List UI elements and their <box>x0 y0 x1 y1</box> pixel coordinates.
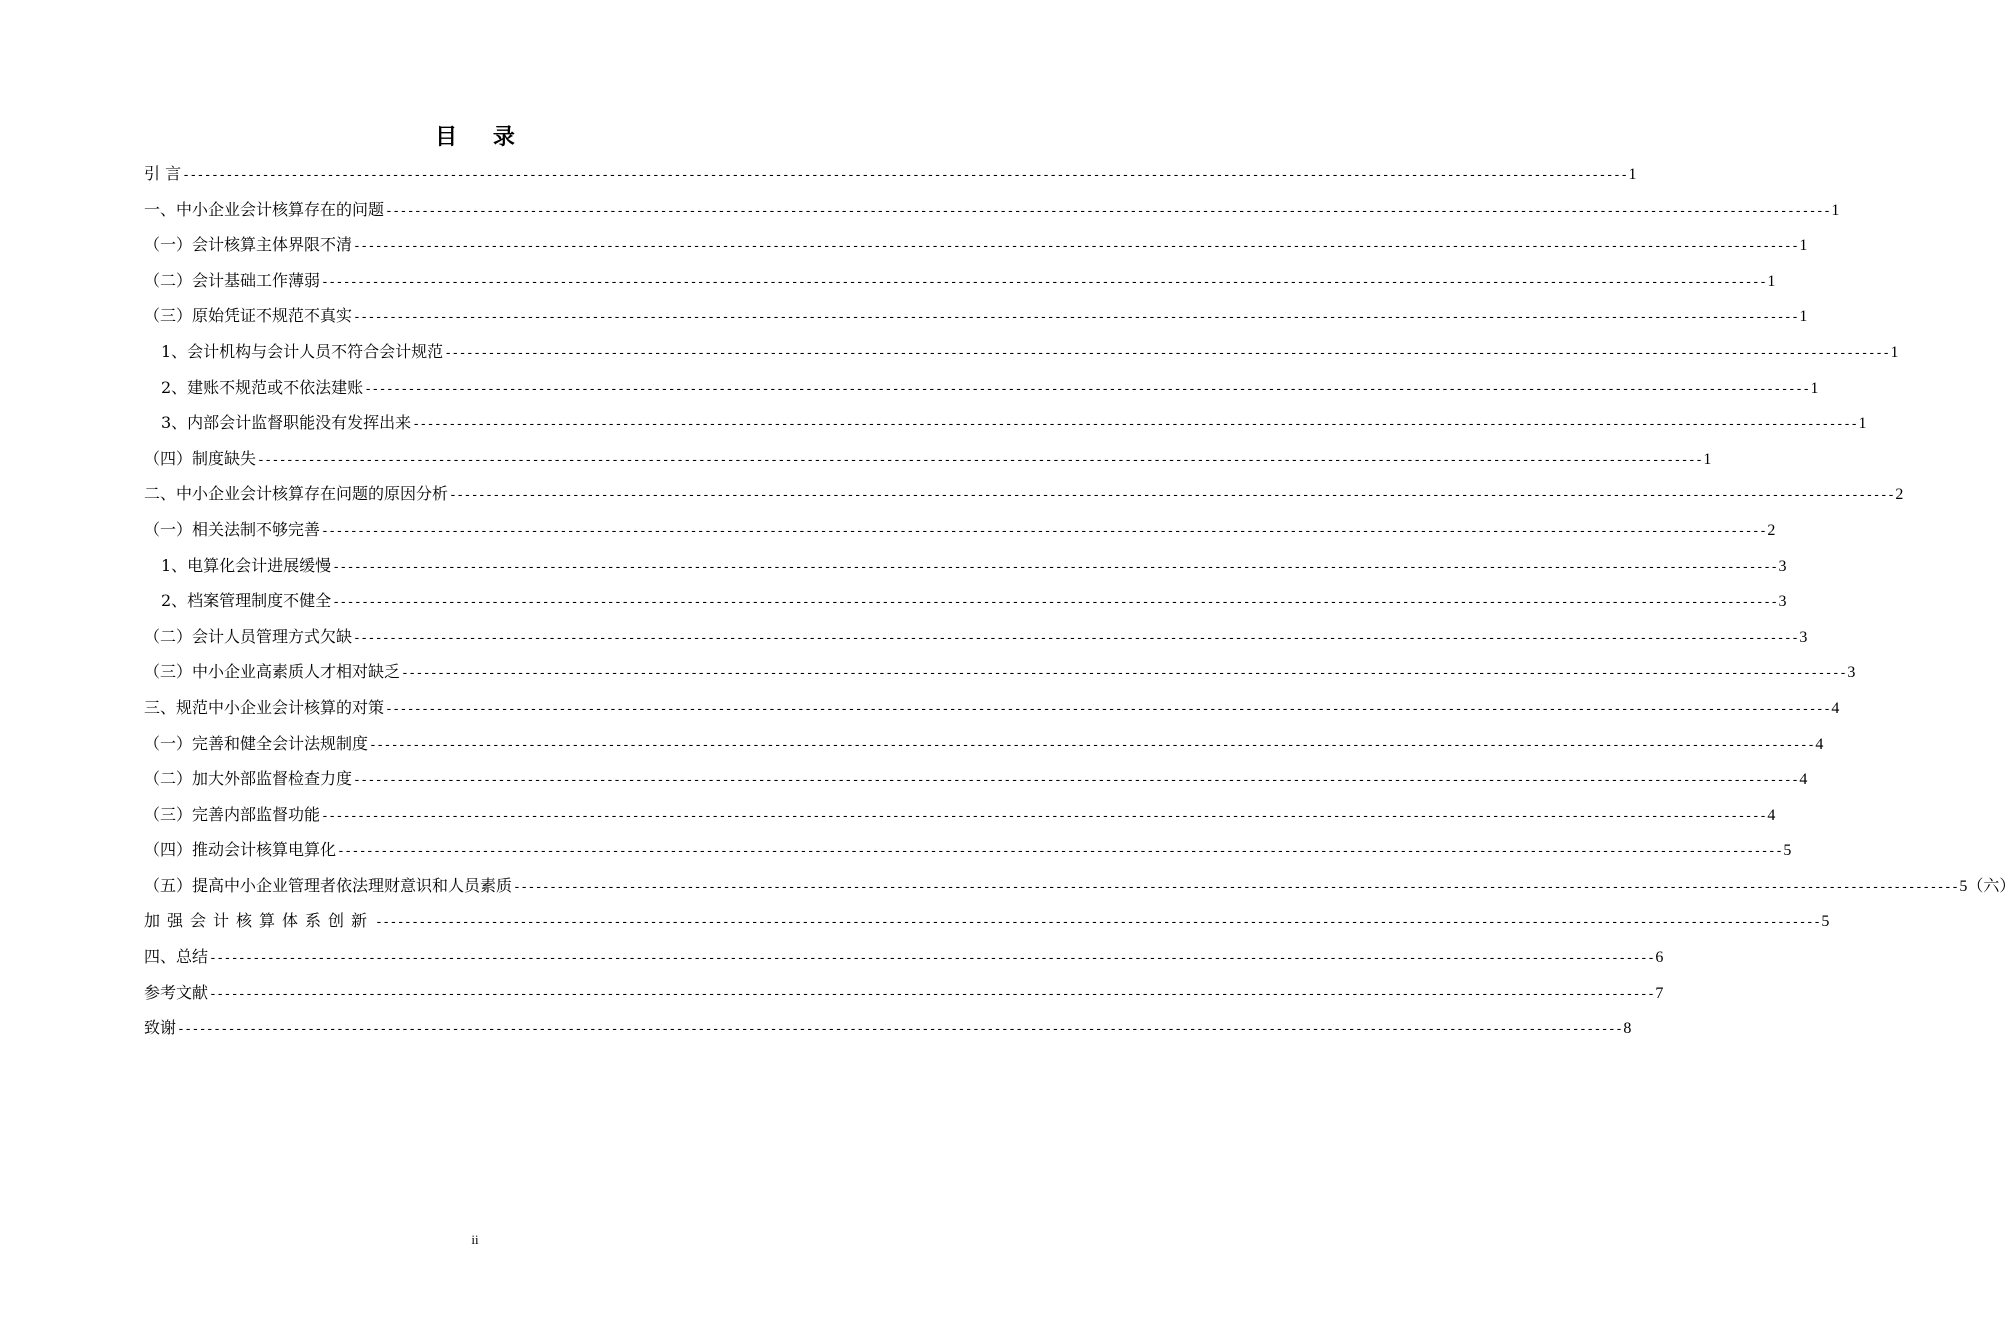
toc-entry-page: 1 <box>1628 166 1637 183</box>
toc-leader-dots: -------------------------------------------------------------------------------------------------------------------------------------------------------------------------------------------------------- <box>209 986 1655 1002</box>
toc-entry-page: 5 <box>1821 913 1830 931</box>
toc-entry-introduction[interactable] <box>144 156 1637 192</box>
toc-leader-dots: -------------------------------------------------------------------------------------------------------------------------------------------------------------------------------------------------------- <box>321 523 1767 539</box>
toc-leader-dots: -------------------------------------------------------------------------------------------------------------------------------------------------------------------------------------------------------- <box>444 345 1890 361</box>
toc-entry-chapter-2[interactable] <box>144 476 1904 512</box>
toc-entry-chapter-4[interactable] <box>144 939 1664 975</box>
toc-entry-label: 三、规范中小企业会计核算的对策 <box>144 697 385 717</box>
table-of-contents <box>144 156 2015 1046</box>
toc-entry-label: 1、会计机构与会计人员不符合会计规范 <box>161 341 444 361</box>
toc-entry-section[interactable] <box>144 868 2015 904</box>
toc-entry-label: （一）相关法制不够完善 <box>144 519 321 539</box>
toc-entry-page: 1 <box>1799 237 1808 255</box>
toc-entry-page: 4 <box>1815 735 1824 753</box>
toc-entry-section[interactable] <box>144 761 1808 797</box>
toc-entry-label: 致谢 <box>144 1018 177 1038</box>
toc-entry-page: 6 <box>1655 949 1664 967</box>
toc-entry-page: 7 <box>1655 984 1664 1002</box>
toc-entry-label: （二）加大外部监督检查力度 <box>144 769 353 789</box>
toc-entry-label: （三）原始凭证不规范不真实 <box>144 306 353 326</box>
toc-entry-label: （五）提高中小企业管理者依法理财意识和人员素质 <box>144 875 513 895</box>
toc-entry-label: （四）制度缺失 <box>144 448 257 468</box>
toc-entry-page: 1 <box>1890 343 1899 361</box>
toc-entry-label: 引 言 <box>144 164 182 183</box>
toc-entry-page: 3 <box>1778 593 1787 611</box>
toc-leader-dots: -------------------------------------------------------------------------------------------------------------------------------------------------------------------------------------------------------- <box>369 737 1815 753</box>
toc-entry-label: （三）完善内部监督功能 <box>144 804 321 824</box>
toc-entry-label: 二、中小企业会计核算存在问题的原因分析 <box>144 484 449 504</box>
toc-leader-dots: -------------------------------------------------------------------------------------------------------------------------------------------------------------------------------------------------------- <box>353 310 1799 326</box>
toc-entry-section[interactable] <box>144 298 1808 334</box>
toc-leader-dots: -------------------------------------------------------------------------------------------------------------------------------------------------------------------------------------------------------- <box>375 915 1821 931</box>
toc-entry-references[interactable] <box>144 975 1664 1011</box>
toc-entry-section[interactable] <box>144 512 1776 548</box>
toc-entry-label: （二）会计基础工作薄弱 <box>144 270 321 290</box>
toc-entry-label: 3、内部会计监督职能没有发挥出来 <box>161 413 412 433</box>
toc-entry-page: 2 <box>1895 486 1904 504</box>
toc-leader-dots: -------------------------------------------------------------------------------------------------------------------------------------------------------------------------------------------------------- <box>182 168 1628 183</box>
toc-entry-chapter-3[interactable] <box>144 690 1840 726</box>
toc-entry-label: 参考文献 <box>144 982 209 1002</box>
toc-title: 目 录 <box>435 124 529 150</box>
toc-entry-label: 1、电算化会计进展缓慢 <box>161 555 332 575</box>
toc-leader-dots: -------------------------------------------------------------------------------------------------------------------------------------------------------------------------------------------------------- <box>513 879 1959 895</box>
toc-leader-dots: -------------------------------------------------------------------------------------------------------------------------------------------------------------------------------------------------------- <box>449 488 1895 504</box>
toc-entry-page: 4 <box>1767 806 1776 824</box>
toc-entry-section[interactable] <box>144 903 1830 939</box>
toc-entry-page: 5 <box>1783 842 1792 860</box>
toc-entry-label: （二）会计人员管理方式欠缺 <box>144 626 353 646</box>
toc-entry-label: 2、档案管理制度不健全 <box>161 591 332 611</box>
toc-entry-page: 1 <box>1767 272 1776 290</box>
toc-entry-page: 8 <box>1623 1020 1632 1038</box>
toc-entry-label: （四）推动会计核算电算化 <box>144 840 337 860</box>
toc-entry-page: 1 <box>1858 415 1867 433</box>
toc-entry-page: 1 <box>1831 201 1840 219</box>
toc-entry-section[interactable] <box>144 726 1824 762</box>
toc-leader-dots: -------------------------------------------------------------------------------------------------------------------------------------------------------------------------------------------------------- <box>353 630 1799 646</box>
toc-entry-page: 1 <box>1703 450 1712 468</box>
toc-leader-dots: -------------------------------------------------------------------------------------------------------------------------------------------------------------------------------------------------------- <box>257 452 1703 468</box>
toc-leader-dots: -------------------------------------------------------------------------------------------------------------------------------------------------------------------------------------------------------- <box>353 239 1799 255</box>
toc-entry-section[interactable] <box>144 832 1792 868</box>
toc-entry-section[interactable] <box>144 654 1856 690</box>
toc-entry-label: （一）会计核算主体界限不清 <box>144 235 353 255</box>
toc-leader-dots: -------------------------------------------------------------------------------------------------------------------------------------------------------------------------------------------------------- <box>177 1022 1623 1038</box>
toc-entry-page: 3 <box>1799 628 1808 646</box>
toc-leader-dots: -------------------------------------------------------------------------------------------------------------------------------------------------------------------------------------------------------- <box>337 844 1783 860</box>
toc-leader-dots: -------------------------------------------------------------------------------------------------------------------------------------------------------------------------------------------------------- <box>209 951 1655 967</box>
toc-leader-dots: -------------------------------------------------------------------------------------------------------------------------------------------------------------------------------------------------------- <box>364 381 1810 397</box>
toc-leader-dots: -------------------------------------------------------------------------------------------------------------------------------------------------------------------------------------------------------- <box>321 274 1767 290</box>
toc-entry-page: 2 <box>1767 521 1776 539</box>
toc-leader-dots: -------------------------------------------------------------------------------------------------------------------------------------------------------------------------------------------------------- <box>401 666 1847 682</box>
toc-entry-label: 四、总结 <box>144 947 209 967</box>
toc-entry-subsection[interactable] <box>144 370 1819 406</box>
toc-entry-page: 3 <box>1847 664 1856 682</box>
toc-entry-chapter-1[interactable] <box>144 192 1840 228</box>
toc-entry-section[interactable] <box>144 227 1808 263</box>
toc-entry-subsection[interactable] <box>144 405 1867 441</box>
toc-entry-label: （三）中小企业高素质人才相对缺乏 <box>144 662 401 682</box>
toc-entry-subsection[interactable] <box>144 583 1787 619</box>
toc-entry-section[interactable] <box>144 797 1776 833</box>
toc-leader-dots: -------------------------------------------------------------------------------------------------------------------------------------------------------------------------------------------------------- <box>353 773 1799 789</box>
toc-leader-dots: -------------------------------------------------------------------------------------------------------------------------------------------------------------------------------------------------------- <box>412 417 1858 433</box>
toc-entry-label: 加强会计核算体系创新 <box>144 911 375 931</box>
toc-entry-section[interactable] <box>144 441 1712 477</box>
toc-leader-dots: -------------------------------------------------------------------------------------------------------------------------------------------------------------------------------------------------------- <box>321 808 1767 824</box>
toc-leader-dots: -------------------------------------------------------------------------------------------------------------------------------------------------------------------------------------------------------- <box>332 559 1778 575</box>
toc-leader-dots: -------------------------------------------------------------------------------------------------------------------------------------------------------------------------------------------------------- <box>385 203 1831 219</box>
toc-entry-page: 4 <box>1831 699 1840 717</box>
toc-entry-subsection[interactable] <box>144 548 1787 584</box>
toc-entry-acknowledgements[interactable] <box>144 1010 1632 1046</box>
toc-entry-page: 1 <box>1810 379 1819 397</box>
toc-entry-subsection[interactable] <box>144 334 1899 370</box>
page-number: ii <box>471 1232 479 1247</box>
toc-entry-label: （一）完善和健全会计法规制度 <box>144 733 369 753</box>
toc-entry-page: 4 <box>1799 771 1808 789</box>
toc-entry-section[interactable] <box>144 619 1808 655</box>
toc-entry-label: 2、建账不规范或不依法建账 <box>161 377 364 397</box>
toc-entry-page: 5（六） <box>1959 877 2015 895</box>
toc-leader-dots: -------------------------------------------------------------------------------------------------------------------------------------------------------------------------------------------------------- <box>385 701 1831 717</box>
toc-entry-page: 3 <box>1778 557 1787 575</box>
toc-entry-section[interactable] <box>144 263 1776 299</box>
toc-entry-page: 1 <box>1799 308 1808 326</box>
toc-entry-label: 一、中小企业会计核算存在的问题 <box>144 199 385 219</box>
toc-leader-dots: -------------------------------------------------------------------------------------------------------------------------------------------------------------------------------------------------------- <box>332 595 1778 611</box>
